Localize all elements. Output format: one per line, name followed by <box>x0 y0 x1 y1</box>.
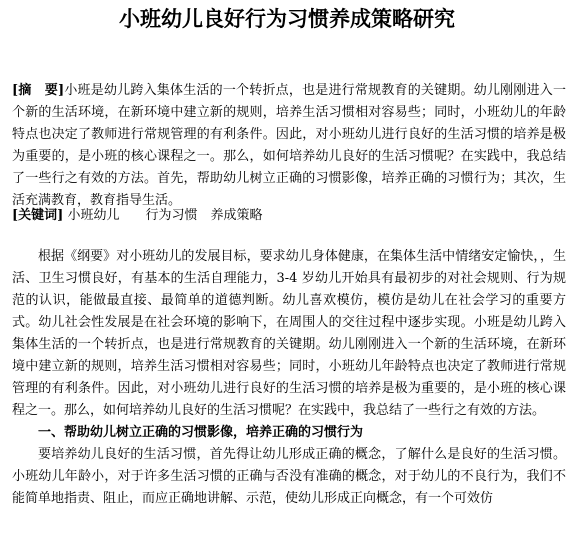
abstract-section <box>12 80 566 212</box>
keywords-text: 小班幼儿 行为习惯 养成策略 <box>63 208 263 223</box>
body-paragraph-1: 根据《纲要》对小班幼儿的发展目标，要求幼儿身体健康，在集体生活中情绪安定愉快，，生活、卫生习惯良好，有基本的生活自理能力，3-4 岁幼儿开始具有最初步的对社会规则、行为规范的认识，能做最直接、最简单的道德判断。幼儿喜欢模仿，模仿是幼儿在社会学习的重要方式。幼儿社会性发展是在社会环境的影响下，在周围人的交往过程中逐步实现。小班是幼儿跨入集体生活的一个转折点，也是进行常规教育的关键期。幼儿刚刚进入一个新的生活环境，在新环境中建立新的规则，培养生活习惯相对容易些；同时，小班幼儿年龄特点也决定了教师进行常规管理的有利条件。因此，对小班幼儿进行良好的生活习惯的培养是极为重要的，是小班的核心课程之一。那么，如何培养幼儿良好的生活习惯呢？在实践中，我总结了一些行之有效的方法。 <box>12 249 566 418</box>
abstract-label: [摘 要] <box>12 83 65 98</box>
keywords-section <box>12 206 566 226</box>
body-paragraph-2: 要培养幼儿良好的生活习惯，首先得让幼儿形成正确的概念，了解什么是良好的生活习惯。小班幼儿年龄小，对于许多生活习惯的正确与否没有准确的概念，对于幼儿的不良行为，我们不能简单地指责、阻止，而应正确地讲解、示范，使幼儿形成正向概念，有一个可效仿 <box>12 447 566 506</box>
abstract-text: 小班是幼儿跨入集体生活的一个转折点，也是进行常规教育的关键期。幼儿刚刚进入一个新的生活环境，在新环境中建立新的规则，培养生活习惯相对容易些；同时，小班幼儿的年龄特点也决定了教师进行常规管理的有利条件。因此，对小班幼儿进行良好的生活习惯的培养是极为重要的，是小班的核心课程之一。那么，如何培养幼儿良好的生活习惯呢？在实践中，我总结了一些行之有效的方法。首先，帮助幼儿树立正确的习惯影像，培养正确的习惯行为；其次，生活充满教育，教育指导生活。 <box>12 83 566 208</box>
keywords-label: [关键词] <box>12 208 64 223</box>
section-heading-1: 一、帮助幼儿树立正确的习惯影像，培养正确的习惯行为 <box>38 425 364 440</box>
document-body <box>12 246 566 510</box>
document-title: 小班幼儿良好行为习惯养成策略研究 <box>119 6 455 31</box>
